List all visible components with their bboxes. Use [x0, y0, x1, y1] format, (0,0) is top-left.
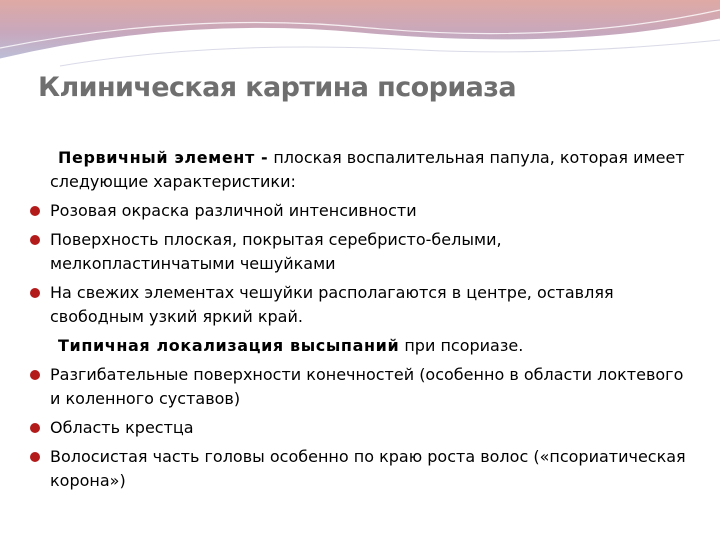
localization-paragraph	[28, 334, 688, 358]
list-item	[28, 199, 688, 223]
intro-lead: Первичный элемент -	[58, 148, 269, 167]
list-item	[28, 445, 688, 493]
list-item-text: Поверхность плоская, покрытая серебристо-белыми, мелкопластинчатыми чешуйками	[50, 230, 502, 273]
list-item-text: Розовая окраска различной интенсивности	[50, 201, 417, 220]
intro-paragraph	[28, 146, 688, 194]
bullet-dot-icon	[30, 370, 40, 380]
list-item-text: Разгибательные поверхности конечностей (особенно в области локтевого и коленного суставов)	[50, 365, 684, 408]
header-wave-decoration	[0, 0, 720, 80]
bullet-dot-icon	[30, 288, 40, 298]
bullet-dot-icon	[30, 235, 40, 245]
list-item	[28, 281, 688, 329]
list-item-text: Волосистая часть головы особенно по краю роста волос («псориатическая корона»)	[50, 447, 686, 490]
list-item-text: Область крестца	[50, 418, 194, 437]
list-item	[28, 228, 688, 276]
slide-title: Клиническая картина псориаза	[38, 72, 516, 103]
bullet-dot-icon	[30, 423, 40, 433]
list-item	[28, 363, 688, 411]
bullet-dot-icon	[30, 452, 40, 462]
list-item	[28, 416, 688, 440]
localization-text: при псориазе.	[399, 336, 524, 355]
intro-text: плоская воспалительная папула, которая имеет следующие характеристики:	[50, 148, 685, 191]
list-item-text: На свежих элементах чешуйки располагаются в центре, оставляя свободным узкий яркий край.	[50, 283, 614, 326]
bullet-dot-icon	[30, 206, 40, 216]
slide-body	[28, 146, 688, 498]
localization-lead: Типичная локализация высыпаний	[58, 336, 400, 355]
